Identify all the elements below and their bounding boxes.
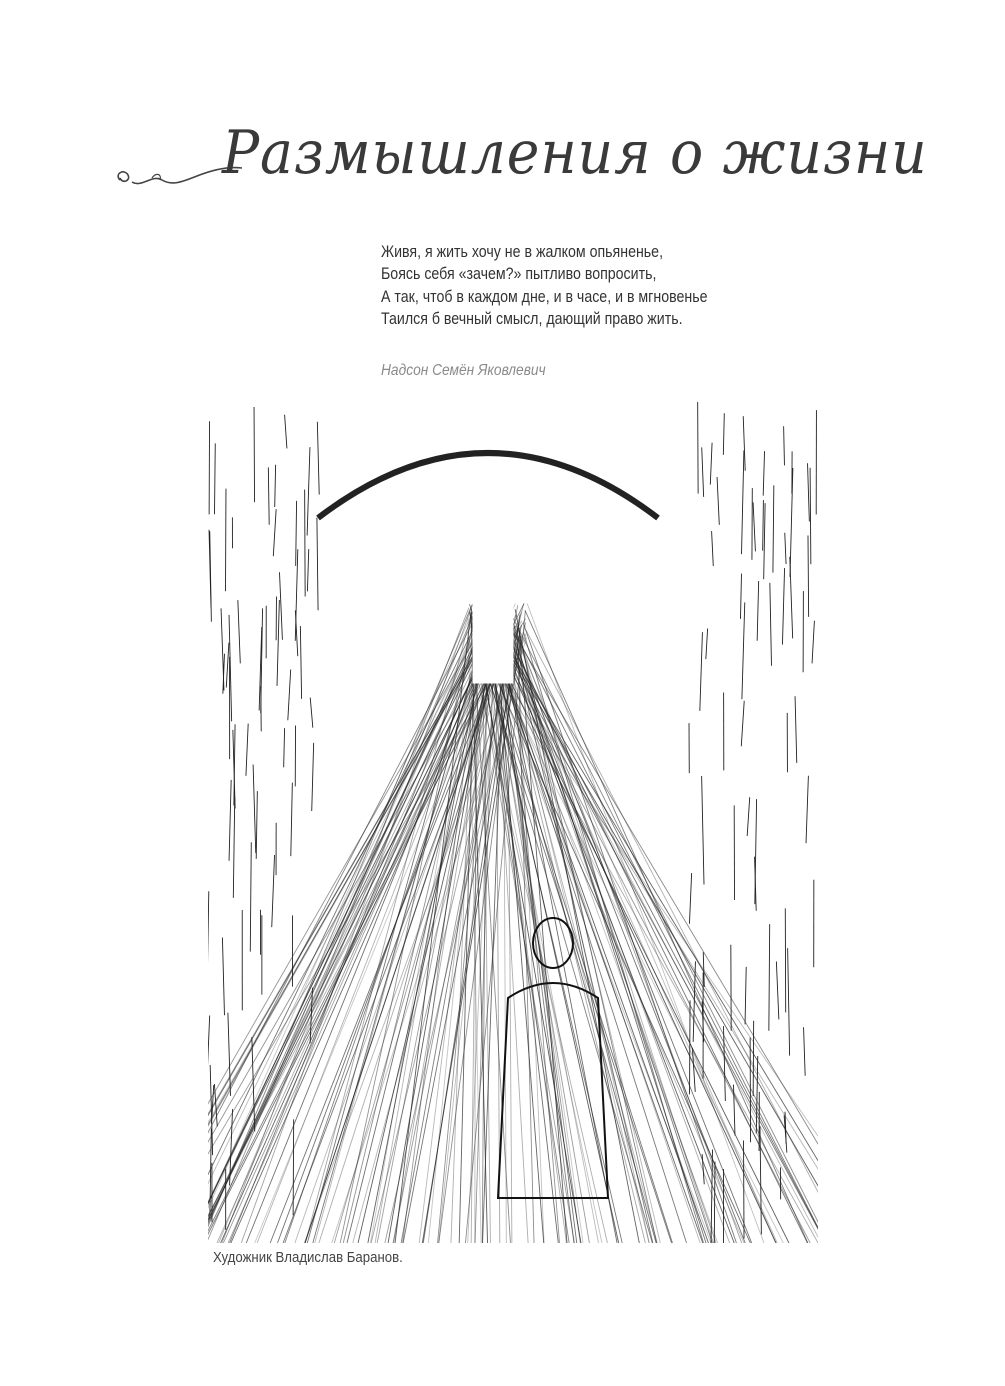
hatch-line — [305, 490, 306, 597]
hatch-line — [253, 764, 256, 853]
hatch-line — [270, 635, 508, 1243]
hatch-line — [277, 600, 279, 686]
hatch-line — [812, 621, 814, 664]
hatch-line — [723, 413, 724, 455]
hatch-line — [307, 549, 308, 591]
hatch-line — [246, 724, 248, 776]
poem-line: Живя, я жить хочу не в жалком опьяненье, — [381, 243, 664, 261]
hatch-line — [710, 443, 712, 485]
church-interior-illustration — [208, 398, 818, 1243]
hatch-line — [312, 743, 314, 811]
hatch-line — [256, 791, 257, 859]
hatch-line — [317, 518, 318, 611]
hatch-line — [810, 468, 811, 564]
hatch-line — [293, 1119, 294, 1215]
hatch-line — [757, 581, 759, 641]
page-title: Размышления о жизни — [222, 118, 928, 188]
hatch-line — [806, 776, 808, 843]
hatch-line — [745, 967, 746, 1025]
hatch-line — [226, 643, 229, 688]
hatch-line — [790, 468, 793, 577]
hatch-line — [210, 1129, 212, 1219]
hatch-line — [307, 447, 310, 535]
hatch-line — [785, 533, 786, 564]
hatch-line — [317, 422, 319, 495]
arch — [318, 453, 658, 518]
hatch-line — [238, 600, 240, 663]
hatch-line — [310, 698, 313, 728]
hatch-line — [273, 509, 276, 556]
illustration-caption: Художник Владислав Баранов. — [213, 1249, 403, 1266]
hatch-line — [760, 1126, 761, 1234]
hatch-line — [474, 606, 744, 1243]
hatch-line — [689, 873, 691, 924]
hatch-line — [764, 503, 765, 579]
hatch-line — [700, 632, 703, 711]
hatch-line — [215, 443, 216, 514]
hatch-line — [782, 568, 784, 645]
hatch-line — [776, 961, 778, 1019]
hatch-line — [275, 465, 276, 507]
poem-line: А так, чтоб в каждом дне, и в часе, и в мгновенье — [381, 287, 708, 306]
hatch-line — [300, 626, 301, 699]
hatch-line — [747, 797, 750, 836]
hatch-line — [219, 603, 486, 1243]
hatch-line — [284, 728, 285, 767]
hatch-line — [250, 842, 251, 951]
hatch-line — [229, 780, 231, 861]
hatch-line — [498, 616, 807, 1243]
hatch-line — [268, 467, 269, 524]
hatch-line — [763, 451, 764, 495]
hatch-line — [501, 619, 716, 1243]
hatch-line — [279, 572, 282, 639]
poem-author: Надсон Семён Яковлевич — [381, 362, 546, 379]
hatch-line — [788, 948, 790, 1055]
hatch-line — [742, 450, 744, 554]
hatch-line — [742, 602, 745, 699]
poem — [381, 241, 707, 330]
poem-line: Боясь себя «зачем?» пытливо вопросить, — [381, 265, 657, 284]
hatch-line — [285, 415, 287, 449]
hatch-line — [231, 604, 512, 1243]
hatch-line — [272, 855, 275, 927]
hatch-line — [208, 891, 209, 984]
hatch-line — [475, 616, 818, 1243]
hatch-line — [496, 608, 730, 1243]
hatch-line — [228, 1013, 231, 1096]
hatch-line — [804, 1027, 806, 1075]
hatch-line — [296, 501, 297, 566]
hatch-line — [702, 447, 704, 496]
hatch-line — [741, 701, 744, 747]
hatch-line — [291, 783, 293, 856]
hatch-line — [706, 629, 708, 660]
hatch-line — [795, 696, 797, 763]
hatch-line — [784, 426, 785, 465]
hatch-line — [753, 502, 755, 551]
hatch-line — [740, 574, 741, 619]
hatch-line — [222, 938, 224, 1016]
hatch-line — [288, 670, 291, 721]
hatch-line — [717, 477, 719, 525]
hatch-line — [702, 776, 704, 884]
hatch-line — [769, 924, 770, 1031]
hatch-line — [208, 1015, 210, 1083]
poem-line: Таился б вечный смысл, дающий право жить. — [381, 309, 683, 328]
hatch-line — [763, 500, 764, 551]
hatch-line — [773, 485, 774, 572]
hatch-line — [770, 583, 772, 666]
hatch-line — [790, 557, 793, 638]
hatch-line — [712, 531, 714, 566]
hatch-line — [808, 535, 809, 616]
hatch-line — [233, 798, 234, 898]
hatch-line — [690, 1000, 691, 1094]
hatch-line — [208, 611, 475, 1243]
hatch-line — [476, 610, 622, 1243]
hatch-line — [808, 463, 810, 521]
